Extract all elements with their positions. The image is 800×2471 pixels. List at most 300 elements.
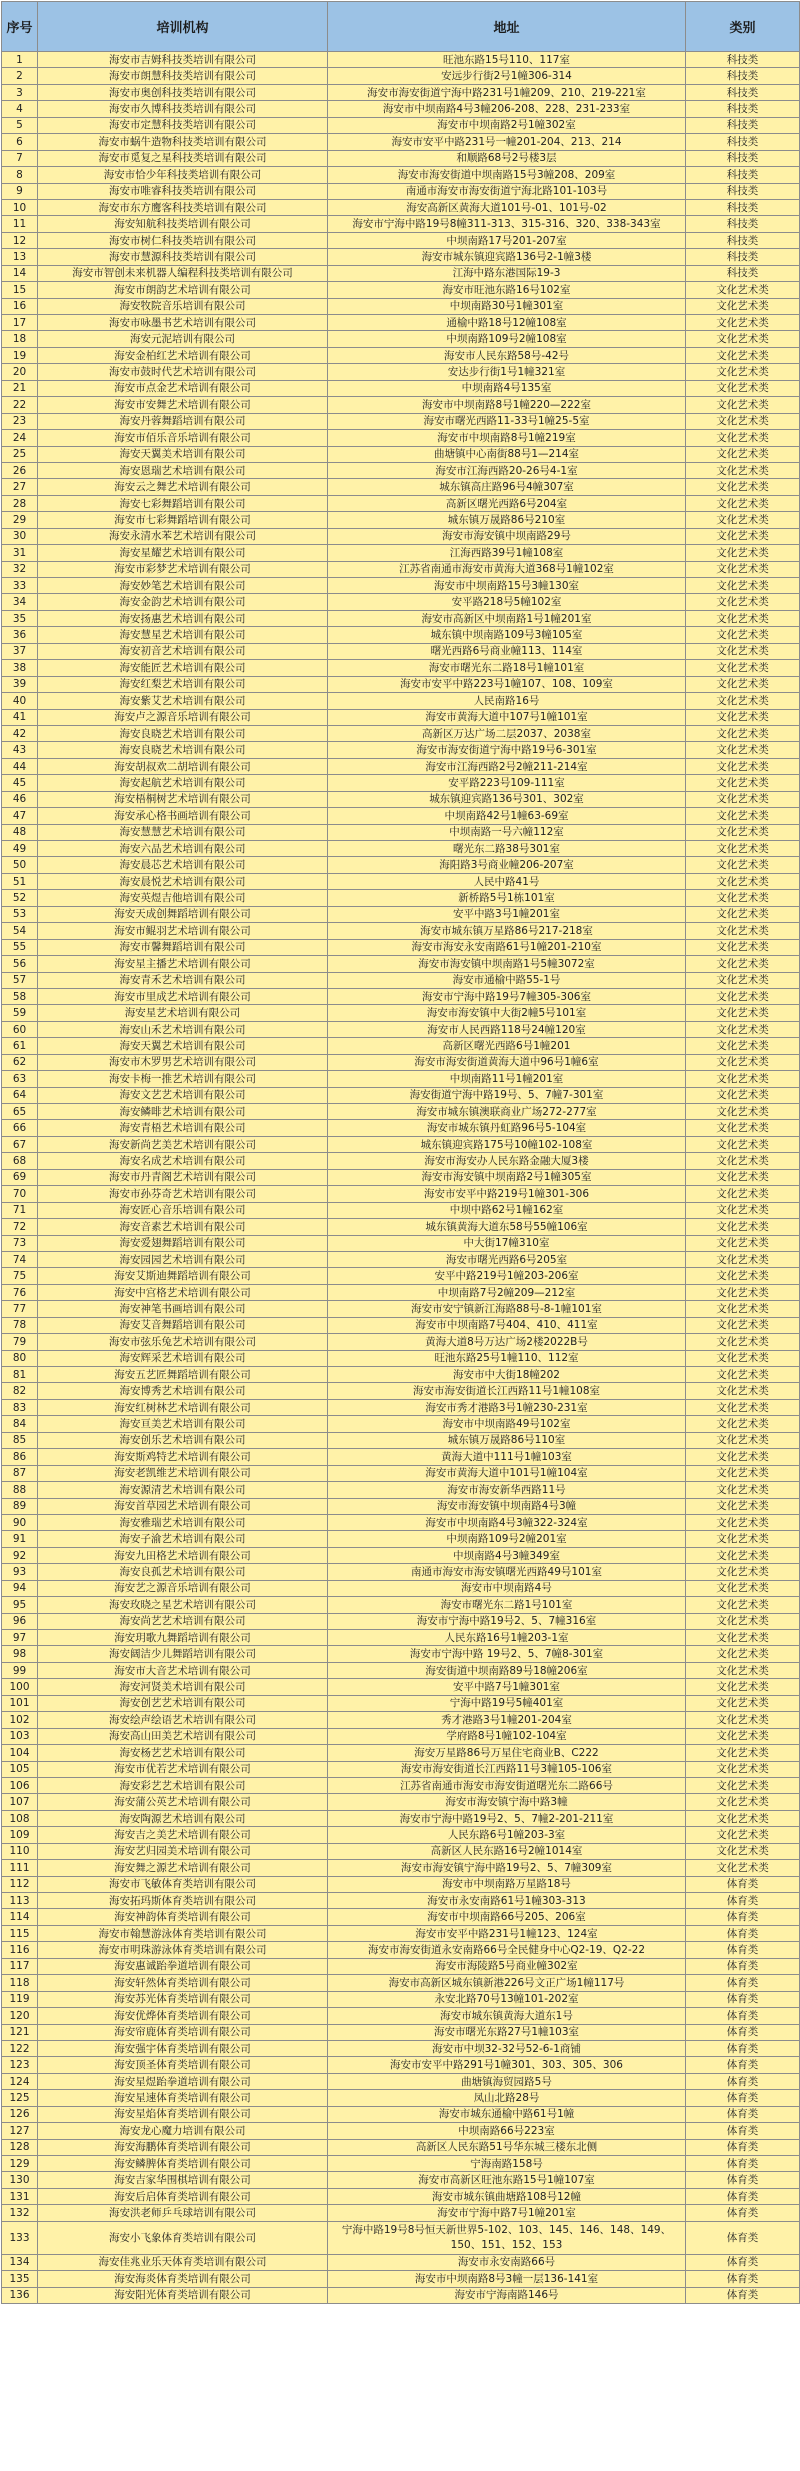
category-cell: 文化艺术类: [686, 1827, 800, 1843]
table-row: [2, 1745, 800, 1761]
table-row: [2, 1350, 800, 1366]
category-cell: 体育类: [686, 1958, 800, 1974]
row-number-cell: 52: [2, 890, 38, 906]
category-cell: 文化艺术类: [686, 430, 800, 446]
category-cell: 科技类: [686, 167, 800, 183]
institution-name-cell: 海安文艺艺术培训有限公司: [38, 1087, 328, 1103]
table-row: [2, 841, 800, 857]
category-cell: 文化艺术类: [686, 397, 800, 413]
row-number-cell: 37: [2, 643, 38, 659]
table-row: [2, 923, 800, 939]
row-number-cell: 110: [2, 1843, 38, 1859]
category-cell: 体育类: [686, 2172, 800, 2188]
row-number-cell: 7: [2, 150, 38, 166]
institution-name-cell: 海安星速体育类培训有限公司: [38, 2090, 328, 2106]
table-row: [2, 1120, 800, 1136]
category-cell: 体育类: [686, 1925, 800, 1941]
category-cell: 体育类: [686, 2188, 800, 2204]
row-number-cell: 67: [2, 1136, 38, 1152]
table-row: [2, 775, 800, 791]
institution-name-cell: 海安丹蓉舞蹈培训有限公司: [38, 413, 328, 429]
institution-name-cell: 海安恩瑞艺术培训有限公司: [38, 462, 328, 478]
address-cell: 和顺路68号2号楼3层: [328, 150, 686, 166]
institution-name-cell: 海安市木罗男艺术培训有限公司: [38, 1054, 328, 1070]
category-cell: 文化艺术类: [686, 1695, 800, 1711]
category-cell: 文化艺术类: [686, 1219, 800, 1235]
address-cell: 海安市中坝南路7号404、410、411室: [328, 1317, 686, 1333]
row-number-cell: 21: [2, 380, 38, 396]
row-number-cell: 127: [2, 2123, 38, 2139]
institution-name-cell: 海安市定慧科技类培训有限公司: [38, 117, 328, 133]
address-cell: 海安市安平中路223号1幢107、108、109室: [328, 676, 686, 692]
row-number-cell: 85: [2, 1432, 38, 1448]
address-cell: 海安市曙光东二路1号101室: [328, 1597, 686, 1613]
category-cell: 科技类: [686, 150, 800, 166]
row-number-cell: 119: [2, 1991, 38, 2007]
category-cell: 文化艺术类: [686, 906, 800, 922]
address-cell: 海安市中坝南路4号3幢322-324室: [328, 1514, 686, 1530]
category-cell: 科技类: [686, 199, 800, 215]
institution-name-cell: 海安市鲲羽艺术培训有限公司: [38, 923, 328, 939]
table-row: [2, 1514, 800, 1530]
institution-name-cell: 海安市恰少年科技类培训有限公司: [38, 167, 328, 183]
table-row: [2, 462, 800, 478]
category-cell: 文化艺术类: [686, 1367, 800, 1383]
table-row: [2, 1268, 800, 1284]
table-row: [2, 150, 800, 166]
address-cell: 新桥路5号1栋101室: [328, 890, 686, 906]
row-number-cell: 135: [2, 2271, 38, 2287]
category-cell: 文化艺术类: [686, 1580, 800, 1596]
address-cell: 海安街道中坝南路89号18幢206室: [328, 1662, 686, 1678]
address-cell: 海安市人民西路118号24幢120室: [328, 1021, 686, 1037]
address-cell: 海安市中坝南路万星路18号: [328, 1876, 686, 1892]
address-cell: 海安市曙光东二路18号1幢101室: [328, 660, 686, 676]
institution-name-cell: 海安高山田美艺术培训有限公司: [38, 1728, 328, 1744]
category-cell: 文化艺术类: [686, 1843, 800, 1859]
table-row: [2, 660, 800, 676]
institution-name-cell: 海安六品艺术培训有限公司: [38, 841, 328, 857]
category-cell: 文化艺术类: [686, 1202, 800, 1218]
address-cell: 海安市中坝南路49号102室: [328, 1416, 686, 1432]
address-cell: 城东镇中坝南路109号3幢105室: [328, 627, 686, 643]
table-row: [2, 709, 800, 725]
row-number-cell: 47: [2, 808, 38, 824]
row-number-cell: 64: [2, 1087, 38, 1103]
category-cell: 文化艺术类: [686, 1268, 800, 1284]
category-cell: 体育类: [686, 2024, 800, 2040]
address-cell: 海安市城东镇丹虹路96号5-104室: [328, 1120, 686, 1136]
category-cell: 体育类: [686, 1942, 800, 1958]
institution-name-cell: 海安市点金艺术培训有限公司: [38, 380, 328, 396]
category-cell: 文化艺术类: [686, 446, 800, 462]
institution-name-cell: 海安市蜗牛造物科技类培训有限公司: [38, 134, 328, 150]
category-cell: 文化艺术类: [686, 1646, 800, 1662]
table-row: [2, 1284, 800, 1300]
table-row: [2, 2090, 800, 2106]
table-row: [2, 1235, 800, 1251]
row-number-cell: 14: [2, 265, 38, 281]
address-cell: 海安市宁海中路19号8幢311-313、315-316、320、338-343室: [328, 216, 686, 232]
row-number-cell: 40: [2, 693, 38, 709]
row-number-cell: 120: [2, 2008, 38, 2024]
address-cell: 中坝南路一号六幢112室: [328, 824, 686, 840]
category-cell: 体育类: [686, 2008, 800, 2024]
institution-name-cell: 海安爱翅舞蹈培训有限公司: [38, 1235, 328, 1251]
category-cell: 文化艺术类: [686, 1810, 800, 1826]
institution-name-cell: 海安杨艺艺术培训有限公司: [38, 1745, 328, 1761]
address-cell: 海安市海安永安南路61号1幢201-210室: [328, 939, 686, 955]
address-cell: 城东镇高庄路96号4幢307室: [328, 479, 686, 495]
category-cell: 文化艺术类: [686, 1630, 800, 1646]
header-row: [2, 2, 800, 52]
category-cell: 文化艺术类: [686, 512, 800, 528]
address-cell: 海安市海安街道宁海中路231号1幢209、210、219-221室: [328, 84, 686, 100]
institution-name-cell: 海安星耀艺术培训有限公司: [38, 545, 328, 561]
address-cell: 海安市中坝南路2号1幢302室: [328, 117, 686, 133]
table-row: [2, 2024, 800, 2040]
address-cell: 海安市人民东路58号-42号: [328, 347, 686, 363]
institution-name-cell: 海安优烨体育类培训有限公司: [38, 2008, 328, 2024]
address-cell: 秀才港路3号1幢201-204室: [328, 1712, 686, 1728]
category-cell: 文化艺术类: [686, 693, 800, 709]
table-row: [2, 1087, 800, 1103]
category-cell: 文化艺术类: [686, 1416, 800, 1432]
row-number-cell: 89: [2, 1498, 38, 1514]
institution-name-cell: 海安艺归园美术培训有限公司: [38, 1843, 328, 1859]
address-cell: 人民东路6号1幢203-3室: [328, 1827, 686, 1843]
category-cell: 文化艺术类: [686, 890, 800, 906]
table-row: [2, 1169, 800, 1185]
category-cell: 文化艺术类: [686, 1564, 800, 1580]
row-number-cell: 63: [2, 1071, 38, 1087]
category-cell: 文化艺术类: [686, 972, 800, 988]
table-row: [2, 1399, 800, 1415]
institution-name-cell: 海安七彩舞蹈培训有限公司: [38, 495, 328, 511]
header-org: 培训机构: [38, 2, 328, 52]
institution-name-cell: 海安阔洁少儿舞蹈培训有限公司: [38, 1646, 328, 1662]
row-number-cell: 5: [2, 117, 38, 133]
row-number-cell: 9: [2, 183, 38, 199]
institution-name-cell: 海安市彩梦艺术培训有限公司: [38, 561, 328, 577]
address-cell: 曲塘镇中心南街88号1—214室: [328, 446, 686, 462]
address-cell: 通榆中路18号12幢108室: [328, 315, 686, 331]
table-row: [2, 1958, 800, 1974]
address-cell: 海安市海安街道中坝南路15号3幢208、209室: [328, 167, 686, 183]
address-cell: 安远步行街2号1幢306-314: [328, 68, 686, 84]
institution-name-cell: 海安首草园艺术培训有限公司: [38, 1498, 328, 1514]
institution-name-cell: 海安市飞敏体育类培训有限公司: [38, 1876, 328, 1892]
institution-name-cell: 海安紫艾艺术培训有限公司: [38, 693, 328, 709]
address-cell: 海安市中大街18幢202: [328, 1367, 686, 1383]
category-cell: 文化艺术类: [686, 380, 800, 396]
row-number-cell: 19: [2, 347, 38, 363]
category-cell: 体育类: [686, 2139, 800, 2155]
category-cell: 文化艺术类: [686, 1399, 800, 1415]
table-row: [2, 495, 800, 511]
address-cell: 海安街道宁海中路19号、5、7幢7-301室: [328, 1087, 686, 1103]
address-cell: 海安市安平中路291号1幢301、303、305、306: [328, 2057, 686, 2073]
institution-name-cell: 海安彩艺艺术培训有限公司: [38, 1777, 328, 1793]
table-row: [2, 216, 800, 232]
category-cell: 文化艺术类: [686, 610, 800, 626]
address-cell: 海安市海安镇中坝南路29号: [328, 528, 686, 544]
row-number-cell: 62: [2, 1054, 38, 1070]
category-cell: 科技类: [686, 101, 800, 117]
category-cell: 文化艺术类: [686, 1334, 800, 1350]
table-row: [2, 315, 800, 331]
institution-name-cell: 海安博秀艺术培训有限公司: [38, 1383, 328, 1399]
row-number-cell: 28: [2, 495, 38, 511]
address-cell: 城东镇迎宾路136号301、302室: [328, 791, 686, 807]
table-row: [2, 347, 800, 363]
institution-name-cell: 海安山禾艺术培训有限公司: [38, 1021, 328, 1037]
institution-name-cell: 海安牧院音乐培训有限公司: [38, 298, 328, 314]
row-number-cell: 91: [2, 1531, 38, 1547]
row-number-cell: 30: [2, 528, 38, 544]
institution-name-cell: 海安神韵体育类培训有限公司: [38, 1909, 328, 1925]
table-row: [2, 1531, 800, 1547]
table-row: [2, 1005, 800, 1021]
table-row: [2, 742, 800, 758]
institution-name-cell: 海安五艺匠舞蹈培训有限公司: [38, 1367, 328, 1383]
address-cell: 海安市中坝南路4号: [328, 1580, 686, 1596]
table-row: [2, 758, 800, 774]
category-cell: 文化艺术类: [686, 1038, 800, 1054]
table-row: [2, 2040, 800, 2056]
category-cell: 体育类: [686, 2123, 800, 2139]
table-row: [2, 1104, 800, 1120]
row-number-cell: 18: [2, 331, 38, 347]
table-row: [2, 1810, 800, 1826]
category-cell: 文化艺术类: [686, 676, 800, 692]
category-cell: 文化艺术类: [686, 331, 800, 347]
table-row: [2, 1498, 800, 1514]
address-cell: 海安市海安镇中坝南路1号5幢3072室: [328, 956, 686, 972]
table-row: [2, 430, 800, 446]
row-number-cell: 60: [2, 1021, 38, 1037]
category-cell: 文化艺术类: [686, 1712, 800, 1728]
institution-name-cell: 海安源清艺术培训有限公司: [38, 1482, 328, 1498]
institution-name-cell: 海安洪老师乒乓球培训有限公司: [38, 2205, 328, 2221]
table-row: [2, 1695, 800, 1711]
table-row: [2, 1251, 800, 1267]
institution-name-cell: 海安梧桐树艺术培训有限公司: [38, 791, 328, 807]
row-number-cell: 31: [2, 545, 38, 561]
category-cell: 体育类: [686, 2040, 800, 2056]
category-cell: 文化艺术类: [686, 1136, 800, 1152]
row-number-cell: 58: [2, 988, 38, 1004]
table-row: [2, 1021, 800, 1037]
row-number-cell: 6: [2, 134, 38, 150]
address-cell: 海安市安平中路231号1幢123、124室: [328, 1925, 686, 1941]
category-cell: 文化艺术类: [686, 824, 800, 840]
table-row: [2, 1942, 800, 1958]
row-number-cell: 88: [2, 1482, 38, 1498]
row-number-cell: 75: [2, 1268, 38, 1284]
table-row: [2, 2057, 800, 2073]
table-row: [2, 1383, 800, 1399]
row-number-cell: 123: [2, 2057, 38, 2073]
row-number-cell: 1: [2, 52, 38, 68]
institution-name-cell: 海安绘声绘语艺术培训有限公司: [38, 1712, 328, 1728]
row-number-cell: 134: [2, 2254, 38, 2270]
table-row: [2, 2271, 800, 2287]
institution-name-cell: 海安陶源艺术培训有限公司: [38, 1810, 328, 1826]
table-row: [2, 1071, 800, 1087]
address-cell: 海安市宁海中路19号2、5、7幢2-201-211室: [328, 1810, 686, 1826]
category-cell: 体育类: [686, 2057, 800, 2073]
category-cell: 文化艺术类: [686, 1498, 800, 1514]
header-category: 类别: [686, 2, 800, 52]
institution-name-cell: 海安市明珠游泳体育类培训有限公司: [38, 1942, 328, 1958]
institution-name-cell: 海安妙笔艺术培训有限公司: [38, 578, 328, 594]
institution-name-cell: 海安名成艺术培训有限公司: [38, 1153, 328, 1169]
table-row: [2, 1761, 800, 1777]
category-cell: 文化艺术类: [686, 1761, 800, 1777]
table-row: [2, 1301, 800, 1317]
table-row: [2, 183, 800, 199]
table-row: [2, 545, 800, 561]
address-cell: 海安市安平中路219号1幢301-306: [328, 1186, 686, 1202]
row-number-cell: 4: [2, 101, 38, 117]
category-cell: 文化艺术类: [686, 758, 800, 774]
address-cell: 安平路218号5幢102室: [328, 594, 686, 610]
institution-name-cell: 海安创艺艺术培训有限公司: [38, 1695, 328, 1711]
table-row: [2, 2156, 800, 2172]
row-number-cell: 39: [2, 676, 38, 692]
institution-name-cell: 海安苏光体育类培训有限公司: [38, 1991, 328, 2007]
category-cell: 文化艺术类: [686, 1071, 800, 1087]
institution-name-cell: 海安良晓艺术培训有限公司: [38, 742, 328, 758]
category-cell: 文化艺术类: [686, 315, 800, 331]
address-cell: 海安万星路86号万星住宅商业B、C222: [328, 1745, 686, 1761]
address-cell: 海安市通榆中路55-1号: [328, 972, 686, 988]
institution-name-cell: 海安晨芯艺术培训有限公司: [38, 857, 328, 873]
row-number-cell: 108: [2, 1810, 38, 1826]
row-number-cell: 23: [2, 413, 38, 429]
institution-name-cell: 海安扬惠艺术培训有限公司: [38, 610, 328, 626]
table-row: [2, 1449, 800, 1465]
row-number-cell: 101: [2, 1695, 38, 1711]
institution-name-cell: 海安艾音舞蹈培训有限公司: [38, 1317, 328, 1333]
row-number-cell: 54: [2, 923, 38, 939]
category-cell: 文化艺术类: [686, 956, 800, 972]
category-cell: 文化艺术类: [686, 742, 800, 758]
row-number-cell: 118: [2, 1975, 38, 1991]
address-cell: 曙光东二路38号301室: [328, 841, 686, 857]
table-row: [2, 1646, 800, 1662]
table-row: [2, 380, 800, 396]
address-cell: 高新区曙光西路6号1幢201: [328, 1038, 686, 1054]
row-number-cell: 41: [2, 709, 38, 725]
category-cell: 文化艺术类: [686, 495, 800, 511]
address-cell: 高新区人民东路51号华东城三楼东北侧: [328, 2139, 686, 2155]
institution-name-cell: 海安小飞象体育类培训有限公司: [38, 2221, 328, 2254]
row-number-cell: 38: [2, 660, 38, 676]
address-cell: 海安市中坝南路66号205、206室: [328, 1909, 686, 1925]
category-cell: 文化艺术类: [686, 709, 800, 725]
category-cell: 科技类: [686, 84, 800, 100]
institution-name-cell: 海安创乐艺术培训有限公司: [38, 1432, 328, 1448]
row-number-cell: 122: [2, 2040, 38, 2056]
address-cell: 海安市宁海中路19号7幢305-306室: [328, 988, 686, 1004]
row-number-cell: 65: [2, 1104, 38, 1120]
table-row: [2, 2106, 800, 2122]
row-number-cell: 66: [2, 1120, 38, 1136]
table-row: [2, 232, 800, 248]
institution-name-cell: 海安惠诚跆拳道培训有限公司: [38, 1958, 328, 1974]
address-cell: 海安市海安新华西路11号: [328, 1482, 686, 1498]
row-number-cell: 129: [2, 2156, 38, 2172]
row-number-cell: 3: [2, 84, 38, 100]
row-number-cell: 87: [2, 1465, 38, 1481]
table-row: [2, 134, 800, 150]
institution-name-cell: 海安永清水苯艺术培训有限公司: [38, 528, 328, 544]
table-row: [2, 857, 800, 873]
table-row: [2, 1975, 800, 1991]
address-cell: 中坝南路30号1幢301室: [328, 298, 686, 314]
category-cell: 科技类: [686, 216, 800, 232]
category-cell: 体育类: [686, 1876, 800, 1892]
address-cell: 海安市城东镇澳联商业广场272-277室: [328, 1104, 686, 1120]
category-cell: 文化艺术类: [686, 1251, 800, 1267]
row-number-cell: 76: [2, 1284, 38, 1300]
category-cell: 文化艺术类: [686, 1860, 800, 1876]
address-cell: 宁海中路19号5幢401室: [328, 1695, 686, 1711]
category-cell: 文化艺术类: [686, 347, 800, 363]
address-cell: 海安市海安镇宁海中路3幢: [328, 1794, 686, 1810]
address-cell: 海安市曙光东路27号1幢103室: [328, 2024, 686, 2040]
institution-name-cell: 海安园园艺术培训有限公司: [38, 1251, 328, 1267]
category-cell: 科技类: [686, 134, 800, 150]
row-number-cell: 69: [2, 1169, 38, 1185]
address-cell: 凤山北路28号: [328, 2090, 686, 2106]
row-number-cell: 79: [2, 1334, 38, 1350]
institution-name-cell: 海安起航艺术培训有限公司: [38, 775, 328, 791]
category-cell: 体育类: [686, 1893, 800, 1909]
row-number-cell: 16: [2, 298, 38, 314]
institution-name-cell: 海安市丹青阁艺术培训有限公司: [38, 1169, 328, 1185]
category-cell: 文化艺术类: [686, 1662, 800, 1678]
table-row: [2, 1925, 800, 1941]
category-cell: 科技类: [686, 183, 800, 199]
row-number-cell: 97: [2, 1630, 38, 1646]
address-cell: 海安高新区黄海大道101号-01、101号-02: [328, 199, 686, 215]
institution-name-cell: 海安晨悦艺术培训有限公司: [38, 873, 328, 889]
row-number-cell: 74: [2, 1251, 38, 1267]
row-number-cell: 93: [2, 1564, 38, 1580]
category-cell: 体育类: [686, 2090, 800, 2106]
table-row: [2, 890, 800, 906]
institution-name-cell: 海安龙心魔力培训有限公司: [38, 2123, 328, 2139]
category-cell: 文化艺术类: [686, 578, 800, 594]
table-row: [2, 972, 800, 988]
table-row: [2, 1794, 800, 1810]
category-cell: 体育类: [686, 2156, 800, 2172]
table-row: [2, 693, 800, 709]
institution-name-cell: 海安辉采艺术培训有限公司: [38, 1350, 328, 1366]
address-cell: 海安市江海西路20-26号4-1室: [328, 462, 686, 478]
address-cell: 安达步行街1号1幢321室: [328, 364, 686, 380]
table-row: [2, 1547, 800, 1563]
institution-name-cell: 海安九田格艺术培训有限公司: [38, 1547, 328, 1563]
category-cell: 文化艺术类: [686, 643, 800, 659]
institution-name-cell: 海安市佰乐音乐培训有限公司: [38, 430, 328, 446]
category-cell: 文化艺术类: [686, 1728, 800, 1744]
category-cell: 文化艺术类: [686, 1613, 800, 1629]
category-cell: 文化艺术类: [686, 1794, 800, 1810]
